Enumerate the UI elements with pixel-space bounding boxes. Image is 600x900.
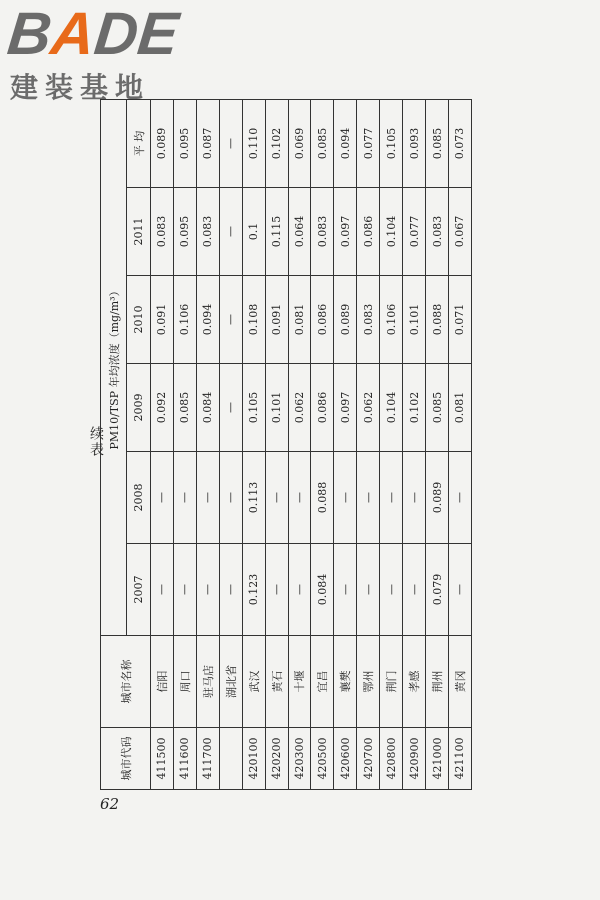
value-cell: 0.062 xyxy=(288,364,311,452)
value-cell: 0.079 xyxy=(426,544,449,636)
table-row xyxy=(403,99,426,789)
value-cell: 0.110 xyxy=(242,99,265,187)
value-cell: 0.064 xyxy=(288,188,311,276)
header-year: 2009 xyxy=(127,364,151,452)
value-cell: — xyxy=(151,452,174,544)
city-code-cell: 420100 xyxy=(242,728,265,790)
value-cell: 0.083 xyxy=(196,188,219,276)
value-cell: 0.085 xyxy=(426,99,449,187)
value-cell: 0.089 xyxy=(426,452,449,544)
value-cell: 0.085 xyxy=(173,364,196,452)
city-code-cell: 411600 xyxy=(173,728,196,790)
city-name-cell: 襄樊 xyxy=(334,636,357,728)
city-code-cell: 420900 xyxy=(403,728,426,790)
table-row xyxy=(357,99,380,789)
value-cell: 0.106 xyxy=(380,276,403,364)
value-cell: 0.083 xyxy=(357,276,380,364)
value-cell: — xyxy=(380,452,403,544)
city-code-cell: 411500 xyxy=(151,728,174,790)
value-cell: — xyxy=(173,544,196,636)
header-year: 2010 xyxy=(127,276,151,364)
value-cell: 0.095 xyxy=(173,99,196,187)
value-cell: 0.104 xyxy=(380,188,403,276)
value-cell: 0.086 xyxy=(311,276,334,364)
value-cell: 0.086 xyxy=(357,188,380,276)
value-cell: 0.088 xyxy=(311,452,334,544)
value-cell: 0.105 xyxy=(242,364,265,452)
value-cell: 0.123 xyxy=(242,544,265,636)
value-cell: — xyxy=(173,452,196,544)
header-city-code: 城市代码 xyxy=(101,728,151,790)
value-cell: — xyxy=(403,452,426,544)
table-row xyxy=(242,99,265,789)
value-cell: 0.083 xyxy=(426,188,449,276)
value-cell: — xyxy=(380,544,403,636)
value-cell: 0.101 xyxy=(403,276,426,364)
logo-brand: BADE xyxy=(4,0,182,67)
value-cell: — xyxy=(357,544,380,636)
table-row xyxy=(151,99,174,789)
value-cell: 0.095 xyxy=(173,188,196,276)
value-cell: — xyxy=(403,544,426,636)
value-cell: — xyxy=(219,99,242,187)
city-code-cell: 420200 xyxy=(265,728,288,790)
value-cell: — xyxy=(288,544,311,636)
value-cell: 0.102 xyxy=(265,99,288,187)
table-row xyxy=(288,99,311,789)
value-cell: 0.089 xyxy=(151,99,174,187)
value-cell: 0.062 xyxy=(357,364,380,452)
value-cell: — xyxy=(196,452,219,544)
value-cell: 0.094 xyxy=(196,276,219,364)
value-cell: 0.093 xyxy=(403,99,426,187)
value-cell: 0.108 xyxy=(242,276,265,364)
city-code-cell: 420700 xyxy=(357,728,380,790)
header-year: 平 均 xyxy=(127,99,151,187)
city-name-cell: 武汉 xyxy=(242,636,265,728)
value-cell: — xyxy=(265,452,288,544)
value-cell: 0.102 xyxy=(403,364,426,452)
city-name-cell: 宜昌 xyxy=(311,636,334,728)
value-cell: 0.097 xyxy=(334,364,357,452)
value-cell: 0.085 xyxy=(311,99,334,187)
table-row xyxy=(265,99,288,789)
value-cell: — xyxy=(219,276,242,364)
value-cell: — xyxy=(448,544,471,636)
value-cell: 0.091 xyxy=(151,276,174,364)
value-cell: 0.087 xyxy=(196,99,219,187)
value-cell: — xyxy=(288,452,311,544)
city-code-cell: 411700 xyxy=(196,728,219,790)
city-name-cell: 湖北省 xyxy=(219,636,242,728)
table-row xyxy=(380,99,403,789)
value-cell: 0.097 xyxy=(334,188,357,276)
city-code-cell: 420800 xyxy=(380,728,403,790)
city-code-cell xyxy=(219,728,242,790)
table-row xyxy=(334,99,357,789)
value-cell: 0.105 xyxy=(380,99,403,187)
city-name-cell: 孝感 xyxy=(403,636,426,728)
city-code-cell: 420500 xyxy=(311,728,334,790)
value-cell: 0.1 xyxy=(242,188,265,276)
city-code-cell: 421100 xyxy=(448,728,471,790)
value-cell: — xyxy=(219,544,242,636)
page-number: 62 xyxy=(100,795,120,813)
value-cell: 0.088 xyxy=(426,276,449,364)
table-row xyxy=(311,99,334,789)
value-cell: 0.115 xyxy=(265,188,288,276)
value-cell: 0.086 xyxy=(311,364,334,452)
value-cell: 0.092 xyxy=(151,364,174,452)
value-cell: — xyxy=(448,452,471,544)
city-code-cell: 421000 xyxy=(426,728,449,790)
value-cell: — xyxy=(334,452,357,544)
value-cell: — xyxy=(334,544,357,636)
value-cell: 0.101 xyxy=(265,364,288,452)
table-row xyxy=(173,99,196,789)
value-cell: — xyxy=(357,452,380,544)
city-name-cell: 黄冈 xyxy=(448,636,471,728)
city-name-cell: 信阳 xyxy=(151,636,174,728)
value-cell: 0.077 xyxy=(357,99,380,187)
value-cell: 0.081 xyxy=(288,276,311,364)
city-name-cell: 驻马店 xyxy=(196,636,219,728)
value-cell: — xyxy=(219,188,242,276)
value-cell: 0.091 xyxy=(265,276,288,364)
value-cell: 0.089 xyxy=(334,276,357,364)
value-cell: — xyxy=(151,544,174,636)
city-name-cell: 荆门 xyxy=(380,636,403,728)
city-code-cell: 420600 xyxy=(334,728,357,790)
city-name-cell: 黄石 xyxy=(265,636,288,728)
table-row xyxy=(196,99,219,789)
city-code-cell: 420300 xyxy=(288,728,311,790)
header-year: 2011 xyxy=(127,188,151,276)
header-year: 2008 xyxy=(127,452,151,544)
value-cell: 0.113 xyxy=(242,452,265,544)
value-cell: 0.081 xyxy=(448,364,471,452)
city-name-cell: 周口 xyxy=(173,636,196,728)
value-cell: 0.083 xyxy=(151,188,174,276)
rotated-table-wrapper xyxy=(100,100,472,790)
logo-subtitle: 建装基地 xyxy=(10,71,151,104)
value-cell: 0.106 xyxy=(173,276,196,364)
table-row xyxy=(426,99,449,789)
value-cell: 0.069 xyxy=(288,99,311,187)
value-cell: 0.094 xyxy=(334,99,357,187)
header-pm10-group: PM10/TSP 年均浓度（mg/m³） xyxy=(101,99,127,635)
pm10-table xyxy=(100,99,472,790)
table-row xyxy=(219,99,242,789)
value-cell: — xyxy=(219,364,242,452)
value-cell: — xyxy=(265,544,288,636)
value-cell: 0.077 xyxy=(403,188,426,276)
value-cell: 0.084 xyxy=(196,364,219,452)
value-cell: 0.071 xyxy=(448,276,471,364)
city-name-cell: 鄂州 xyxy=(357,636,380,728)
city-name-cell: 荆州 xyxy=(426,636,449,728)
value-cell: 0.104 xyxy=(380,364,403,452)
header-city-name: 城市名称 xyxy=(101,636,151,728)
value-cell: — xyxy=(219,452,242,544)
continuation-title: 续表 xyxy=(88,426,104,458)
value-cell: 0.084 xyxy=(311,544,334,636)
value-cell: 0.085 xyxy=(426,364,449,452)
header-year: 2007 xyxy=(127,544,151,636)
city-name-cell: 十堰 xyxy=(288,636,311,728)
table-row xyxy=(448,99,471,789)
value-cell: 0.067 xyxy=(448,188,471,276)
value-cell: 0.073 xyxy=(448,99,471,187)
value-cell: 0.083 xyxy=(311,188,334,276)
value-cell: — xyxy=(196,544,219,636)
